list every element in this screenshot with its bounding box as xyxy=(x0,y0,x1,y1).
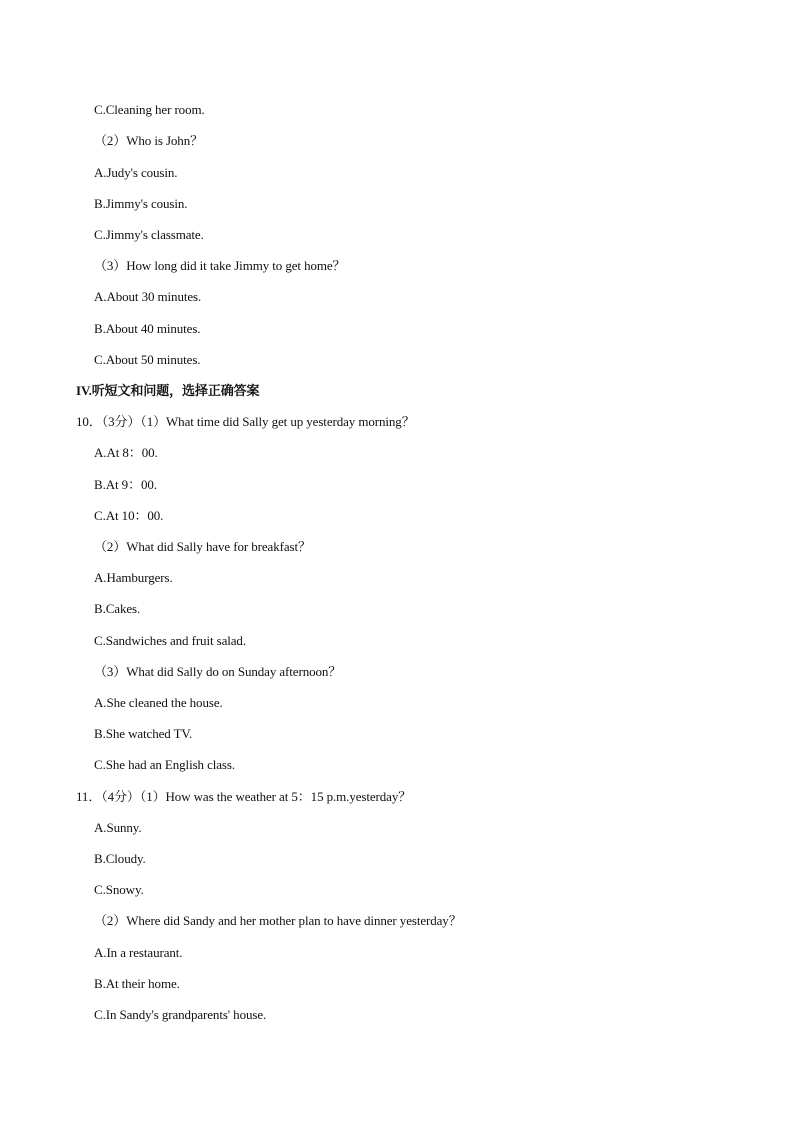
option-a-judys-cousin: A.Judy's cousin. xyxy=(94,165,178,180)
option-b-their-home: B.At their home. xyxy=(94,976,180,991)
question-10-3: （3）What did Sally do on Sunday afternoon？ xyxy=(94,664,342,679)
option-a-at-8: A.At 8：00. xyxy=(94,445,158,460)
question-11-1: 11．（4分）（1）How was the weather at 5：15 p.m.yesterday？ xyxy=(76,789,412,804)
option-c-grandparents-house: C.In Sandy's grandparents' house. xyxy=(94,1007,267,1022)
option-c-jimmys-classmate: C.Jimmy's classmate. xyxy=(94,227,204,242)
question-who-is-john: （2）Who is John？ xyxy=(94,133,204,148)
option-c-sandwiches: C.Sandwiches and fruit salad. xyxy=(94,633,246,648)
option-a-cleaned-house: A.She cleaned the house. xyxy=(94,695,223,710)
question-10-2: （2）What did Sally have for breakfast？ xyxy=(94,539,311,554)
option-b-cakes: B.Cakes. xyxy=(94,601,141,616)
option-a-sunny: A.Sunny. xyxy=(94,820,142,835)
option-b-cloudy: B.Cloudy. xyxy=(94,851,146,866)
question-11-2: （2）Where did Sandy and her mother plan to have dinner yesterday？ xyxy=(94,913,462,928)
option-c-50-minutes: C.About 50 minutes. xyxy=(94,352,201,367)
option-c-english-class: C.She had an English class. xyxy=(94,757,236,772)
option-b-jimmys-cousin: B.Jimmy's cousin. xyxy=(94,196,188,211)
option-c-cleaning-room: C.Cleaning her room. xyxy=(94,102,205,117)
section-heading-iv: IV.听短文和问题，选择正确答案 xyxy=(76,383,260,398)
option-a-hamburgers: A.Hamburgers. xyxy=(94,570,173,585)
option-b-40-minutes: B.About 40 minutes. xyxy=(94,321,201,336)
option-b-at-9: B.At 9：00. xyxy=(94,477,157,492)
question-how-long: （3）How long did it take Jimmy to get home？ xyxy=(94,258,346,273)
option-a-30-minutes: A.About 30 minutes. xyxy=(94,289,202,304)
question-10-1: 10．（3分）（1）What time did Sally get up yesterday morning？ xyxy=(76,414,415,429)
option-a-restaurant: A.In a restaurant. xyxy=(94,945,183,960)
option-c-at-10: C.At 10：00. xyxy=(94,508,164,523)
option-c-snowy: C.Snowy. xyxy=(94,882,144,897)
option-b-watched-tv: B.She watched TV. xyxy=(94,726,193,741)
